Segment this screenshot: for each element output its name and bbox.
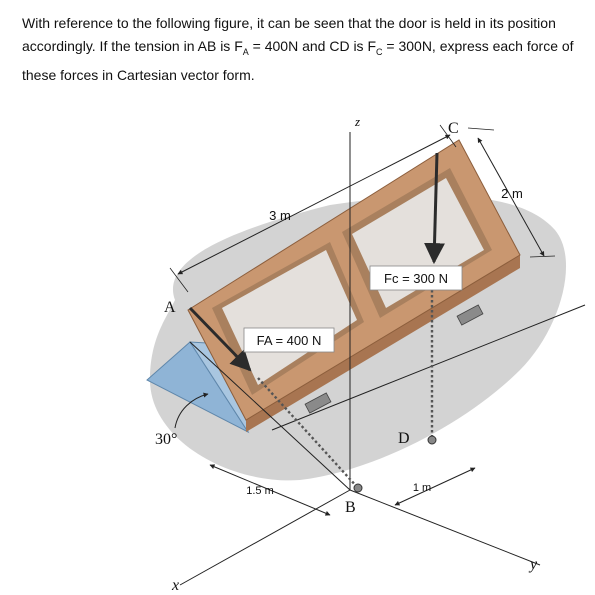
- dim-d-label: 1 m: [412, 482, 432, 494]
- point-a-label: A: [164, 299, 176, 316]
- point-c-label: C: [448, 120, 459, 137]
- question-line-1: With reference to the following figure, it can be seen that the door is held in its position: [22, 15, 556, 31]
- question-line-2-mid: = 400N and CD is F: [248, 38, 376, 54]
- door-diagram: [0, 90, 595, 595]
- force-a-label: FA = 400 N: [256, 333, 322, 348]
- axis-y-label: y: [530, 556, 538, 573]
- question-line-2-suffix: = 300N, express each force of: [382, 38, 574, 54]
- question-sub-a: A: [242, 46, 249, 57]
- question-sub-c: C: [376, 46, 383, 57]
- question-line-3: these forces in Cartesian vector form.: [22, 66, 255, 83]
- axis-z-label: z: [355, 114, 361, 129]
- point-d-label: D: [398, 430, 410, 447]
- dim-right-label: 2 m: [501, 186, 523, 201]
- dim-top-label: 3 m: [269, 208, 291, 223]
- x-axis: [180, 490, 350, 585]
- axis-x-label: x: [172, 577, 180, 594]
- anchor-b: [354, 484, 362, 492]
- angle-label: 30°: [155, 431, 178, 448]
- point-b-label: B: [345, 499, 356, 516]
- anchor-d: [428, 436, 436, 444]
- question-line-2: [22, 35, 588, 64]
- dim-line-d: [395, 468, 475, 505]
- dim-b-label: 1.5 m: [246, 485, 274, 497]
- y-axis: [350, 490, 540, 565]
- question-text: [22, 12, 588, 87]
- dim-ext-right-top: [468, 128, 494, 130]
- question-line-2-prefix: accordingly. If the tension in AB is F: [22, 38, 243, 54]
- force-c-label: Fc = 300 N: [384, 271, 448, 286]
